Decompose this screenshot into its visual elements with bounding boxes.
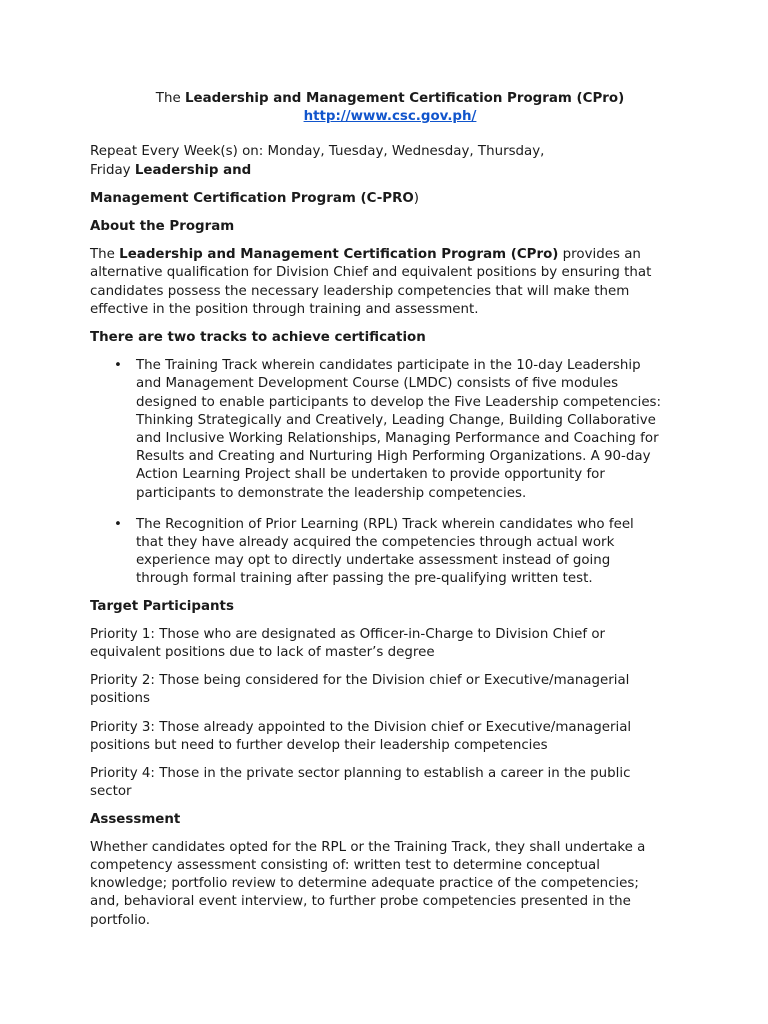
- assessment-heading: [90, 811, 690, 829]
- about-the: The: [90, 247, 120, 263]
- title-prefix: The: [155, 91, 185, 106]
- repeat-schedule-text: Repeat Every Week(s) on: Monday, Tuesday, Wednesday, Thursday,: [90, 144, 545, 160]
- training-track-line-6: Results and Creating and Nurturing High Performing Organizations. A 90-day: [136, 449, 651, 465]
- tracks-list: [90, 357, 690, 588]
- training-track-line-1: The Training Track wherein candidates participate in the 10-day Leadership: [136, 358, 641, 374]
- priority-2-line-1: Priority 2: Those being considered for the Division chief or Executive/managerial: [90, 673, 630, 689]
- training-track-line-2: and Management Development Course (LMDC) consists of five modules: [136, 376, 619, 392]
- title-bold: Leadership and Management Certification Program (CPro): [184, 91, 625, 106]
- training-track-line-4: Thinking Strategically and Creatively, Leading Change, Building Collaborative: [136, 412, 656, 428]
- target-heading-text: Target Participants: [90, 598, 234, 614]
- about-paragraph: [90, 246, 690, 319]
- tracks-heading: [90, 329, 690, 347]
- program-url-link[interactable]: http://www.csc.gov.ph/: [303, 109, 477, 125]
- document-body: [90, 90, 690, 930]
- training-track-line-7: Action Learning Project shall be undertaken to provide opportunity for: [136, 467, 605, 483]
- priority-1-line-1: Priority 1: Those who are designated as Officer-in-Charge to Division Chief or: [90, 626, 606, 642]
- list-item: [90, 516, 690, 589]
- document-title: [90, 90, 690, 108]
- training-track-line-5: and Inclusive Working Relationships, Managing Performance and Coaching for: [136, 431, 659, 447]
- program-line: [90, 190, 690, 208]
- about-heading-text: About the Program: [90, 219, 235, 235]
- priority-4-line-1: Priority 4: Those in the private sector planning to establish a career in the public: [90, 766, 631, 782]
- about-line-4: effective in the position through training and assessment.: [90, 301, 479, 317]
- priority-1-line-2: equivalent positions due to lack of master’s degree: [90, 645, 435, 661]
- training-track-line-8: participants to demonstrate the leadership competencies.: [136, 485, 527, 501]
- assessment-line-2: competency assessment consisting of: written test to determine conceptual: [90, 857, 600, 873]
- repeat-friday: Friday: [90, 162, 135, 178]
- rpl-track-line-3: experience may opt to directly undertake assessment instead of going: [136, 553, 611, 569]
- about-line-1: provides an: [558, 247, 641, 263]
- priority-3-line-2: positions but need to further develop their leadership competencies: [90, 737, 548, 753]
- rpl-track-line-4: through formal training after passing the pre-qualifying written test.: [136, 571, 593, 587]
- program-line-tail: ): [413, 190, 420, 206]
- target-heading: [90, 598, 690, 616]
- assessment-line-4: and, behavioral event interview, to further probe competencies presented in the: [90, 894, 631, 910]
- about-program-name: Leadership and Management Certification Program (CPro): [119, 247, 559, 263]
- tracks-heading-text: There are two tracks to achieve certification: [90, 330, 426, 346]
- about-line-2: alternative qualification for Division Chief and equivalent positions by ensuring that: [90, 265, 652, 281]
- repeat-bold-text: Leadership and: [134, 162, 252, 178]
- priority-3: [90, 719, 690, 755]
- assessment-paragraph: [90, 839, 690, 930]
- about-line-3: candidates possess the necessary leadership competencies that will make them: [90, 283, 630, 299]
- about-heading: [90, 218, 690, 236]
- priority-2: [90, 672, 690, 708]
- assessment-heading-text: Assessment: [90, 811, 181, 827]
- priority-4: [90, 765, 690, 801]
- program-line-bold: Management Certification Program (C-PRO: [90, 190, 414, 206]
- rpl-track-line-2: that they have already acquired the competencies through actual work: [136, 535, 615, 551]
- assessment-line-3: knowledge; portfolio review to determine adequate practice of the competencies;: [90, 876, 639, 892]
- rpl-track-line-1: The Recognition of Prior Learning (RPL) Track wherein candidates who feel: [136, 516, 634, 532]
- training-track-line-3: designed to enable participants to develop the Five Leadership competencies:: [136, 394, 662, 410]
- assessment-line-1: Whether candidates opted for the RPL or the Training Track, they shall undertake a: [90, 839, 646, 855]
- assessment-line-5: portfolio.: [90, 912, 151, 928]
- priority-1: [90, 626, 690, 662]
- priority-2-line-2: positions: [90, 691, 151, 707]
- priority-4-line-2: sector: [90, 784, 132, 800]
- url-line: [90, 108, 690, 126]
- list-item: [90, 357, 690, 503]
- priority-3-line-1: Priority 3: Those already appointed to the Division chief or Executive/managerial: [90, 719, 632, 735]
- repeat-paragraph: [90, 143, 690, 179]
